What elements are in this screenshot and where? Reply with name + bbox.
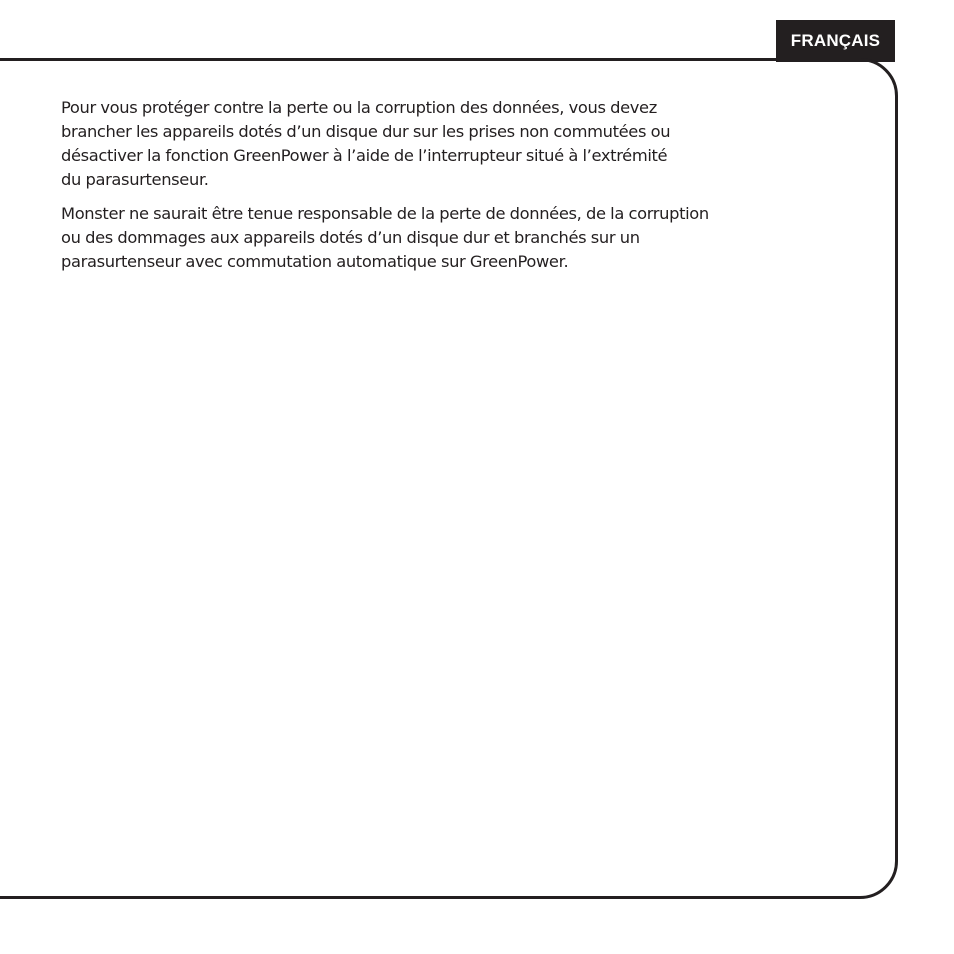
text-line: brancher les appareils dotés d’un disque dur sur les prises non commutées ou — [61, 122, 671, 141]
text-line: désactiver la fonction GreenPower à l’aide de l’interrupteur situé à l’extrémité — [61, 146, 668, 165]
body-text — [61, 96, 871, 284]
language-tab: FRANÇAIS — [776, 20, 895, 62]
paragraph-data-protection — [61, 96, 871, 192]
text-line: ou des dommages aux appareils dotés d’un disque dur et branchés sur un — [61, 228, 640, 247]
text-line: Monster ne saurait être tenue responsable de la perte de données, de la corruption — [61, 204, 709, 223]
paragraph-liability — [61, 202, 871, 274]
text-line: Pour vous protéger contre la perte ou la corruption des données, vous devez — [61, 98, 657, 117]
text-line: du parasurtenseur. — [61, 170, 209, 189]
text-line: parasurtenseur avec commutation automatique sur GreenPower. — [61, 252, 569, 271]
